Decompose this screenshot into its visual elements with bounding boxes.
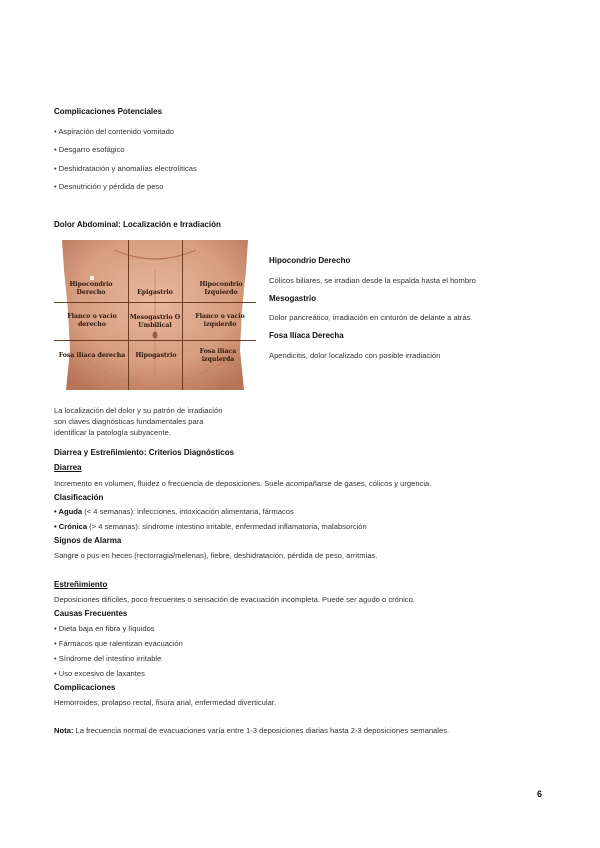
clasificacion-cronica [54,522,367,531]
cronica-label: • Crónica [54,522,88,531]
side-text: Dolor pancreático, irradiación en cinturón de delante a atrás [269,313,471,322]
diarrea-definition: Incremento en volumen, fluidez o frecuencia de deposiciones. Suele acompañarse de gases, cólicos y urgencia. [54,479,432,488]
region-flanco-derecho: Flanco o vacío derecho [67,313,117,328]
region-fosa-iliaca-derecha: Fosa ilíaca derecha [58,352,126,360]
grid-line [182,240,183,390]
diarrea-section-title: Diarrea y Estreñimiento: Criterios Diagnósticos [54,448,235,457]
side-title: Hipocondrio Derecho [269,256,351,265]
clasificacion-title: Clasificación [54,493,104,502]
region-flanco-izquierdo: Flanco o vacío izquierdo [195,313,245,328]
side-title: Mesogastrio [269,294,317,303]
side-text: Apendicitis, dolor localizado con posible irradiación [269,351,441,360]
estrenimiento-definition: Deposiciones difíciles, poco frecuentes o sensación de evacuación incompleta. Puede ser agudo o crónico. [54,595,415,604]
abdomen-regions-figure [54,240,256,390]
alarma-text: Sangre o pus en heces (rectorragia/melenas), fiebre, deshidratación, pérdida de peso, arritmias. [54,551,378,560]
aguda-label: • Aguda [54,507,83,516]
nota-label: Nota: [54,726,74,735]
complicacion-item: • Aspiración del contenido vomitado [54,127,175,136]
grid-line [54,302,256,303]
causas-title: Causas Frecuentes [54,609,128,618]
cronica-text: (> 4 semanas): síndrome intestino irritable, enfermedad inflamatoria, malabsorción [87,522,367,531]
estrenimiento-complicaciones-title: Complicaciones [54,683,116,692]
causa-item: • Fármacos que ralentizan evacuación [54,639,183,648]
figure-caption: La localización del dolor y su patrón de irradiación [54,406,223,415]
causa-item: • Uso excesivo de laxantes [54,669,145,678]
causa-item: • Síndrome del intestino irritable [54,654,162,663]
region-mesogastrio: Mesogastrio O Umbilical [129,314,181,329]
estrenimiento-title: Estreñimiento [54,580,108,589]
grid-line [54,340,256,341]
side-text: Cólicos biliares, se irradian desde la espalda hasta el hombro [269,276,476,285]
region-hipogastrio: Hipogastrio [135,352,177,360]
region-fosa-iliaca-izquierda: Fosa ilíaca izquierda [199,348,237,363]
complicaciones-title: Complicaciones Potenciales [54,107,163,116]
complicacion-item: • Deshidratación y anomalías electrolíticas [54,164,197,173]
aguda-text: (< 4 semanas): infecciones, intoxicación alimentaria, fármacos [82,507,294,516]
figure-caption: son claves diagnósticas fundamentales para [54,417,204,426]
causa-item: • Dieta baja en fibra y líquidos [54,624,155,633]
complicacion-item: • Desgarro esofágico [54,145,125,154]
diarrea-title: Diarrea [54,463,82,472]
complicacion-item: • Desnutrición y pérdida de peso [54,182,164,191]
page-number: 6 [537,789,543,799]
nota-text: La frecuencia normal de evacuaciones varía entre 1-3 deposiciones diarias hasta 2-3 deposiciones semanales. [73,726,450,735]
region-hipocondrio-izquierdo: Hipocondrio Izquierdo [199,281,243,296]
alarma-title: Signos de Alarma [54,536,122,545]
estrenimiento-complicaciones-text: Hemorroides, prolapso rectal, fisura anal, enfermedad diverticular. [54,698,277,707]
clasificacion-aguda [54,507,294,516]
region-epigastrio: Epigastrio [137,289,173,297]
region-hipocondrio-derecho: Hipocondrio Derecho [69,281,113,296]
figure-caption: identificar la patología subyacente. [54,428,171,437]
side-title: Fosa Ilíaca Derecha [269,331,344,340]
dolor-title: Dolor Abdominal: Localización e Irradiación [54,220,221,229]
nota [54,726,449,735]
